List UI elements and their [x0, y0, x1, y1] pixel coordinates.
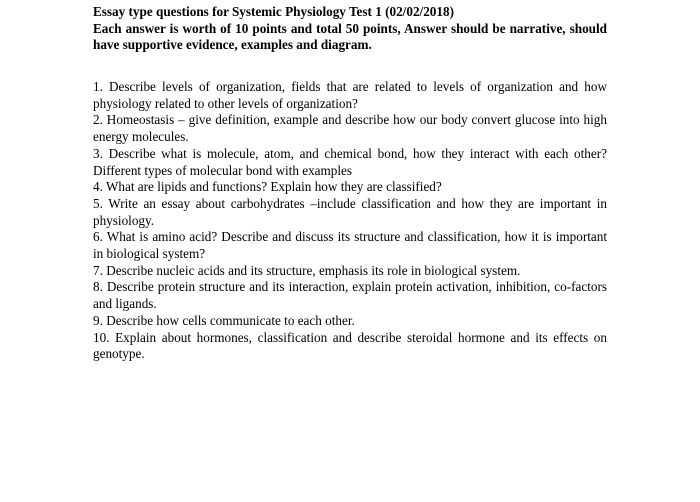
question-item-9: 9. Describe how cells communicate to each other. — [93, 312, 355, 328]
question-item-1: 1. Describe levels of organization, fields that are related to levels of organization and how physiology related to other levels of organization? — [93, 79, 607, 111]
question-item-4: 4. What are lipids and functions? Explain how they are classified? — [93, 179, 442, 195]
document-header — [93, 4, 607, 54]
grading-instructions: Each answer is worth of 10 points and total 50 points, Answer should be narrative, should have supportive evidence, examples and diagram. — [93, 20, 607, 52]
question-item-5: 5. Write an essay about carbohydrates –include classification and how they are important in physiology. — [93, 195, 607, 228]
question-item-10: 10. Explain about hormones, classification and describe steroidal hormone and its effects on genotype. — [93, 329, 607, 362]
question-item-2: 2. Homeostasis – give definition, example and describe how our body convert glucose into high energy molecules. — [93, 112, 607, 145]
question-list — [93, 79, 607, 363]
document-title: Essay type questions for Systemic Physiology Test 1 (02/02/2018) — [93, 4, 454, 19]
question-item-3: 3. Describe what is molecule, atom, and chemical bond, how they interact with each other? Different types of molecular bond with examples — [93, 145, 607, 178]
question-item-7: 7. Describe nucleic acids and its structure, emphasis its role in biological system. — [93, 262, 521, 278]
question-item-6: 6. What is amino acid? Describe and discuss its structure and classification, how it is important in biological system? — [93, 229, 607, 262]
question-item-8: 8. Describe protein structure and its interaction, explain protein activation, inhibition, co-factors and ligands. — [93, 279, 607, 312]
